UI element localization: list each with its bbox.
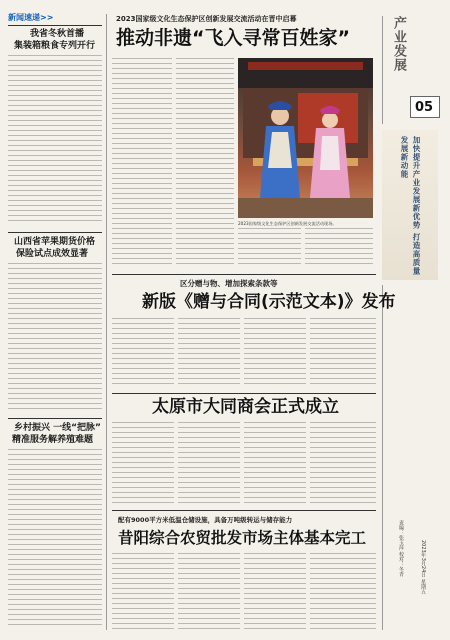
divider <box>112 510 376 511</box>
divider <box>112 274 376 275</box>
article-kicker-contract: 区分赠与物、增加探索条款等 <box>180 279 278 288</box>
article-title-market-1: 山西省苹果期货价格 <box>14 237 96 247</box>
article-body-farmers <box>8 55 102 225</box>
article-body-contract-col4 <box>310 318 376 388</box>
section-name: 产业发展 <box>391 16 406 72</box>
article-body-datong-col2 <box>178 422 240 504</box>
article-title-heritage: 推动非遗“飞入寻常百姓家” <box>116 27 350 49</box>
article-body-datong-col4 <box>310 422 376 504</box>
article-title-datong: 太原市大同商会正式成立 <box>152 397 339 417</box>
article-body-agri-col3 <box>244 553 306 629</box>
article-title-farmers-2: 集装箱粮食专列开行 <box>14 41 96 51</box>
article-body-contract-col1 <box>112 318 174 388</box>
article-title-market-2: 保险试点成效显著 <box>16 249 89 259</box>
article-body-datong-col1 <box>112 422 174 504</box>
photo-caption: 2023国家级文化生态保护区创新发展交流活动现场。 <box>238 221 337 226</box>
article-kicker-heritage: 2023国家级文化生态保护区创新发展交流活动在晋中启幕 <box>116 15 297 23</box>
divider <box>8 232 102 233</box>
article-title-rural-2: 精准服务解养殖难题 <box>12 435 94 445</box>
article-body-agri-col1 <box>112 553 174 629</box>
divider <box>8 418 102 419</box>
article-body-agri-col4 <box>310 553 376 629</box>
article-body-contract-col2 <box>178 318 240 388</box>
article-title-contract: 新版《赠与合同(示范文本)》发布 <box>142 292 396 312</box>
article-body-rural <box>8 449 102 629</box>
article-body-contract-col3 <box>244 318 306 388</box>
masthead-divider <box>382 285 383 630</box>
article-body-heritage-col4 <box>305 228 373 268</box>
article-title-farmers-1: 我省冬秋首播 <box>30 29 85 39</box>
article-kicker-agri: 配有9000平方米低温仓储设施，具备万吨级转运与储存能力 <box>118 516 293 524</box>
divider <box>8 25 102 26</box>
column-divider <box>106 14 107 630</box>
article-body-heritage-col1 <box>112 58 172 268</box>
section-tag: 新闻速递>> <box>8 13 54 22</box>
article-title-rural-1: 乡村振兴 一线“把脉” <box>14 423 101 433</box>
slogan: 加快提升产业发展新优势 打造高质量发展新动能 <box>400 136 421 276</box>
article-body-datong-col3 <box>244 422 306 504</box>
article-body-market <box>8 263 102 413</box>
divider <box>112 393 376 394</box>
page-number: 05 <box>415 100 434 115</box>
article-title-agri: 昔阳综合农贸批发市场主体基本完工 <box>118 529 367 547</box>
editor-credits: 责编：张玉萍 校对：冬青 <box>398 520 404 577</box>
issue-info: 2023年3月24日 星期五 <box>420 540 426 594</box>
opera-performers-image <box>238 58 373 218</box>
article-body-heritage-col2 <box>176 58 234 268</box>
article-body-heritage-col3 <box>238 228 301 268</box>
heritage-photo <box>238 58 373 218</box>
article-body-agri-col2 <box>178 553 240 629</box>
